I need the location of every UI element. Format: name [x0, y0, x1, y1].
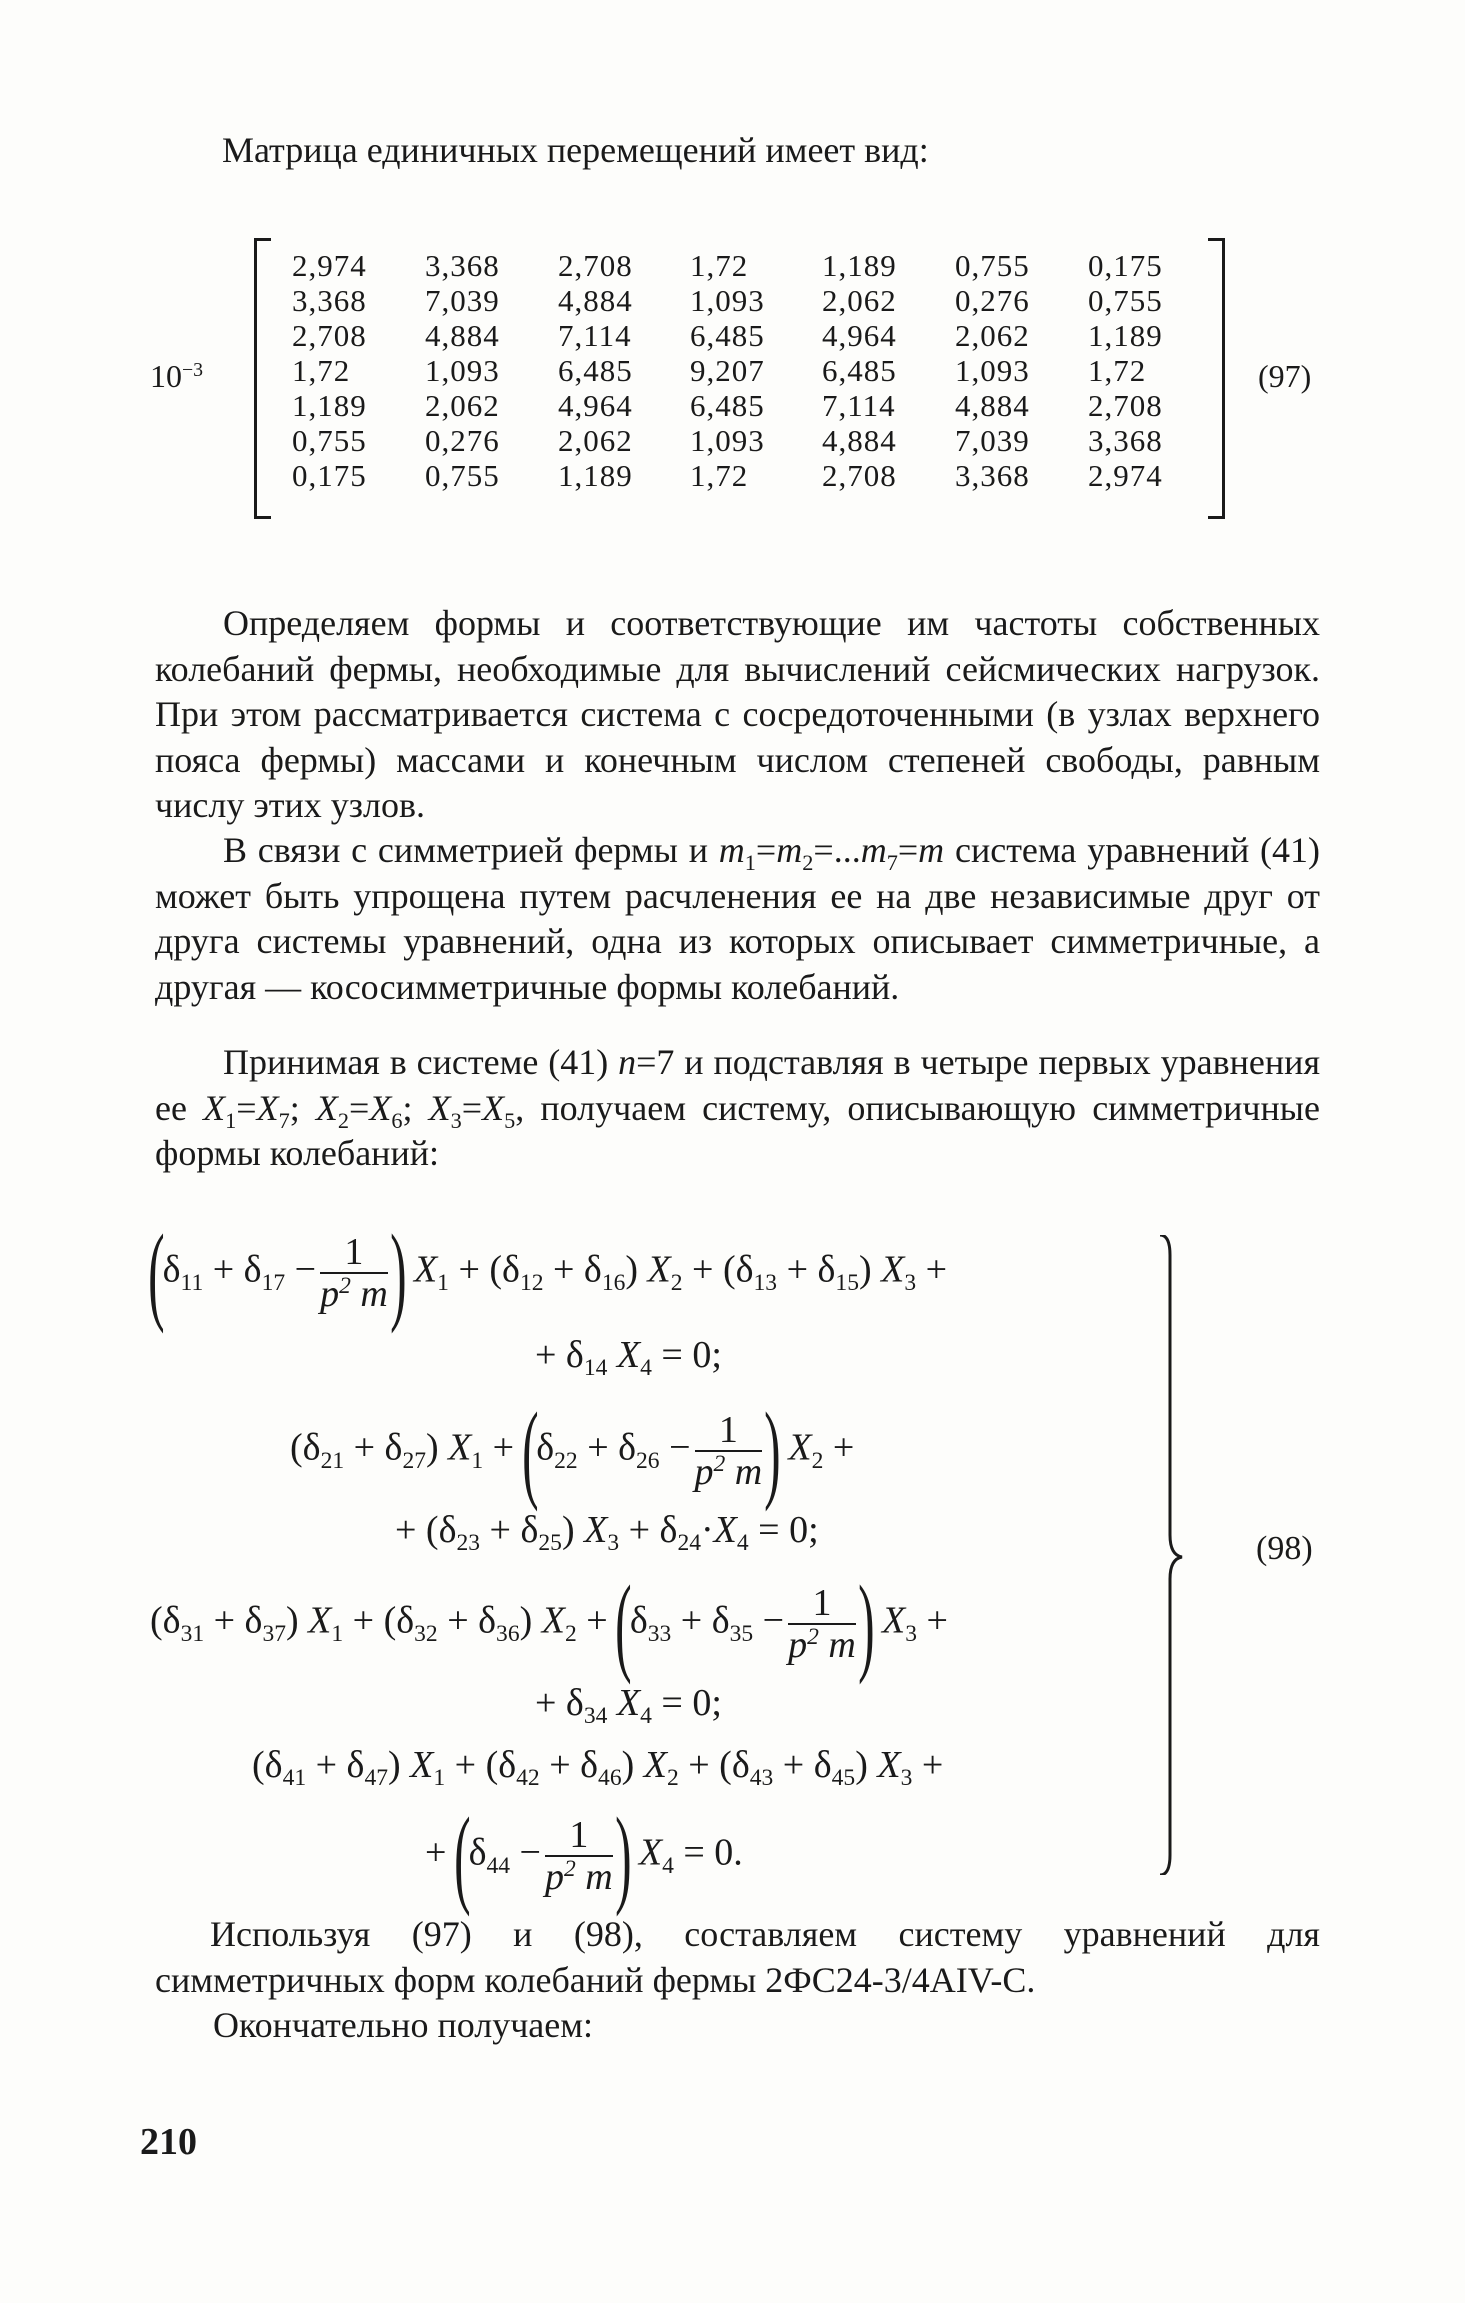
- matrix-left-bracket: [254, 238, 271, 519]
- matrix-cell: 2,062: [558, 423, 633, 458]
- matrix-cell: 6,485: [690, 388, 765, 423]
- matrix-cell: 1,72: [292, 353, 351, 388]
- equation-number-98: (98): [1256, 1530, 1313, 1567]
- paragraph-3: Принимая в системе (41) n=7 и подставляя в четыре первых уравнения ее $X_1=X_7$; $X_2=X_6$; $X_3=X_5$, получаем систему, описывающую симметричные формы колебаний:: [155, 1042, 1320, 1173]
- matrix-cell: 3,368: [955, 458, 1030, 493]
- equation-line-3: $(\delta_{21} + \delta_{27}) X_1 + (\delta_{22} + \delta_{26}$ − $\frac{1}{p^2 m}$ ) $X_2$ +: [290, 1390, 855, 1512]
- matrix-cell: 4,884: [955, 388, 1030, 423]
- matrix-cell: 1,093: [690, 283, 765, 318]
- matrix-cell: 2,708: [1088, 388, 1163, 423]
- paragraph-4: Используя (97) и (98), составляем систему уравнений для симметричных форм колебаний фермы 2ФС24-3/4AIV-C.: [155, 1914, 1320, 2000]
- matrix-cell: 1,189: [292, 388, 367, 423]
- matrix-cell: 6,485: [558, 353, 633, 388]
- matrix-cell: 0,276: [425, 423, 500, 458]
- matrix-cell: 4,884: [425, 318, 500, 353]
- matrix-cell: 0,755: [292, 423, 367, 458]
- matrix-cell: 7,114: [558, 318, 632, 353]
- matrix-cell: 0,755: [425, 458, 500, 493]
- equation-line-7: $(\delta_{41} + \delta_{47}) X_1 + (\delta_{42} + \delta_{46}) X_2 + (\delta_{43} + \delta_{45}) X_3$ +: [252, 1744, 944, 1792]
- matrix-cell: 0,175: [292, 458, 367, 493]
- matrix-cell: 1,093: [690, 423, 765, 458]
- equation-line-6: + $\delta_{34}$ $X_4 = 0$;: [535, 1682, 722, 1730]
- matrix-cell: 2,062: [955, 318, 1030, 353]
- matrix-cell: 2,974: [292, 248, 367, 283]
- matrix-cell: 2,708: [292, 318, 367, 353]
- page-number: 210: [140, 2121, 197, 2163]
- equation-line-8: + ($\delta_{44}$ − $\frac{1}{p^2 m}$ ) $X_4 = 0$.: [425, 1795, 743, 1917]
- matrix-cell: 1,72: [690, 248, 749, 283]
- matrix-cell: 1,093: [955, 353, 1030, 388]
- matrix-cell: 9,207: [690, 353, 765, 388]
- matrix-cell: 3,368: [292, 283, 367, 318]
- intro-text: Матрица единичных перемещений имеет вид:: [222, 130, 929, 170]
- equation-line-4: + $(\delta_{23} + \delta_{25}) X_3 + \delta_{24}\cdot X_4 = 0$;: [395, 1509, 819, 1557]
- matrix-cell: 6,485: [690, 318, 765, 353]
- matrix-cell: 3,368: [425, 248, 500, 283]
- matrix-cell: 0,276: [955, 283, 1030, 318]
- matrix-cell: 1,72: [1088, 353, 1147, 388]
- matrix-cell: 1,189: [822, 248, 897, 283]
- matrix-right-bracket: [1208, 238, 1225, 519]
- matrix-cell: 0,755: [955, 248, 1030, 283]
- matrix-cell: 2,974: [1088, 458, 1163, 493]
- paragraph-2: В связи с симметрией фермы и $m_1=m_2=...m_7=m$ система уравнений (41) может быть упрощена путем расчленения ее на две независимые друг от друга системы уравнений, одна из которых описывает симметричные, а другая — кососимметричные формы колебаний.: [155, 830, 1320, 1007]
- equation-line-1: ($\delta_{11} + \delta_{17}$ − $\frac{1}{p^2 m}$ ) $X_1 + (\delta_{12} + \delta_{16}) X_2 + (\delta_{13} + \delta_{15}) X_3$ +: [148, 1212, 948, 1334]
- equation-line-5: $(\delta_{31} + \delta_{37}) X_1 + (\delta_{32} + \delta_{36}) X_2 + (\delta_{33} + \delta_{35}$ − $\frac{1}{p^2 m}$ ) $X_3$ +: [150, 1563, 948, 1685]
- paragraph-5: Окончательно получаем:: [213, 2005, 594, 2045]
- matrix-cell: 4,964: [822, 318, 897, 353]
- matrix-cell: 2,708: [558, 248, 633, 283]
- matrix-cell: 2,062: [822, 283, 897, 318]
- matrix-cell: 1,189: [558, 458, 633, 493]
- matrix-cell: 0,755: [1088, 283, 1163, 318]
- matrix-cell: 4,884: [822, 423, 897, 458]
- paragraph-1: Определяем формы и соответствующие им частоты собственных колебаний фермы, необходимые для вычислений сейсмических нагрузок. При этом рассматривается система с сосредоточенными (в узлах верхнего пояса фермы) массами и конечным числом степеней свободы, равным числу этих узлов.: [155, 603, 1320, 825]
- matrix-cell: 3,368: [1088, 423, 1163, 458]
- matrix-cell: 4,964: [558, 388, 633, 423]
- matrix-cell: 2,708: [822, 458, 897, 493]
- matrix-cell: 7,039: [425, 283, 500, 318]
- matrix-multiplier: $10^{-3}$: [150, 358, 204, 394]
- matrix-cell: 2,062: [425, 388, 500, 423]
- equation-line-2: + $\delta_{14}$ $X_4 = 0$;: [535, 1334, 722, 1382]
- equation-number-97: (97): [1258, 358, 1312, 394]
- matrix-cell: 1,72: [690, 458, 749, 493]
- system-brace: [1150, 1235, 1190, 1875]
- matrix-cell: 4,884: [558, 283, 633, 318]
- matrix-cell: 7,114: [822, 388, 896, 423]
- matrix-cell: 1,189: [1088, 318, 1163, 353]
- matrix-cell: 1,093: [425, 353, 500, 388]
- matrix-cell: 6,485: [822, 353, 897, 388]
- matrix-cell: 7,039: [955, 423, 1030, 458]
- matrix-cell: 0,175: [1088, 248, 1163, 283]
